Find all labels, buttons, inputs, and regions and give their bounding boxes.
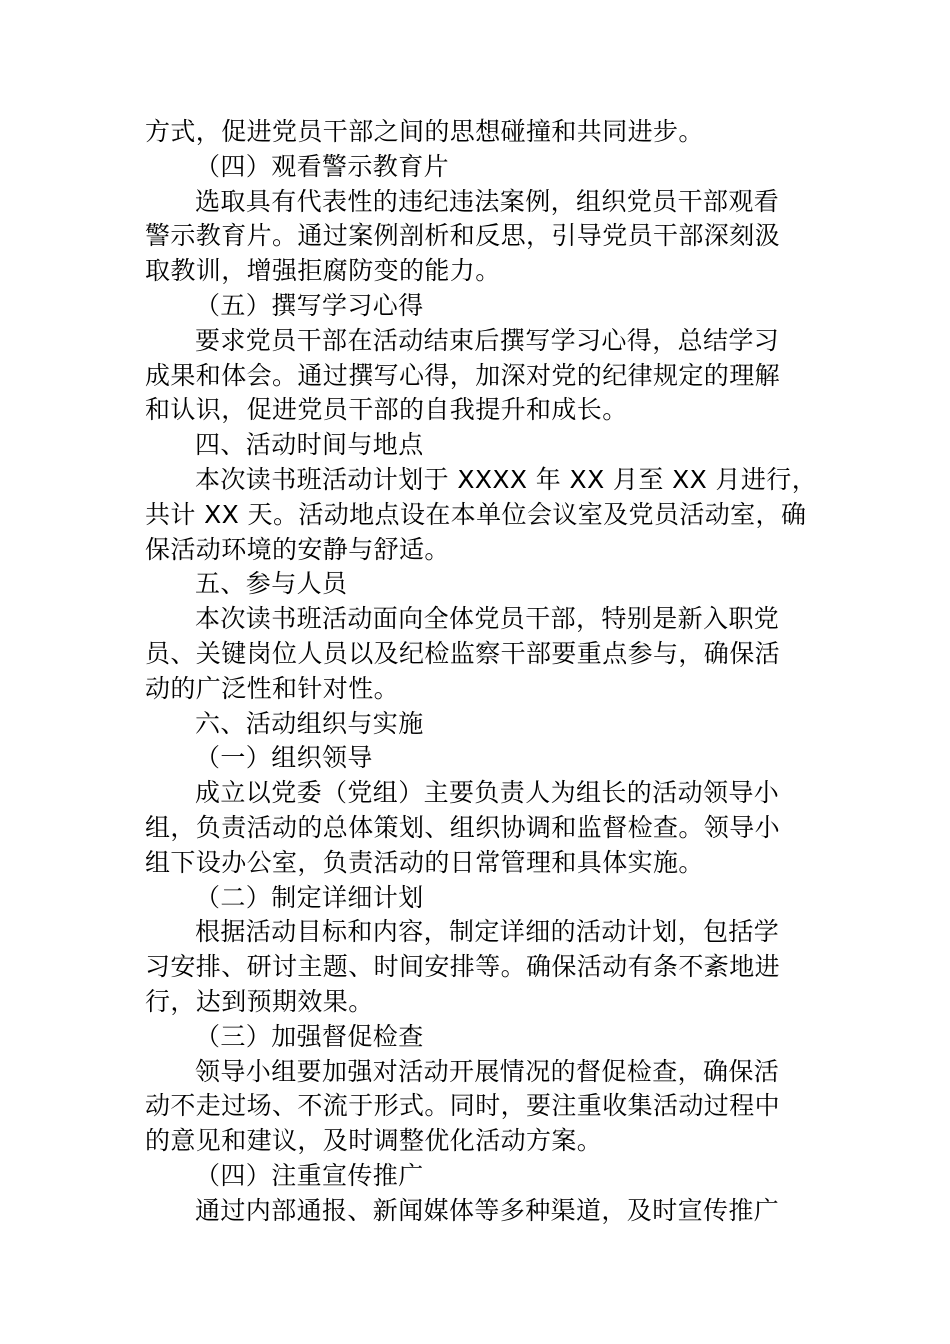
chapter-heading: 四、活动时间与地点 — [195, 430, 424, 460]
chapter-heading: 六、活动组织与实施 — [195, 708, 424, 738]
paragraph-line: 警示教育片。通过案例剖析和反思，引导党员干部深刻汲 — [145, 221, 781, 251]
paragraph-line: 成果和体会。通过撰写心得，加深对党的纪律规定的理解 — [145, 360, 781, 390]
paragraph-line: 根据活动目标和内容，制定详细的活动计划，包括学 — [195, 917, 780, 947]
section-heading: （三）加强督促检查 — [195, 1021, 424, 1051]
paragraph-line: 选取具有代表性的违纪违法案例，组织党员干部观看 — [195, 186, 780, 216]
section-heading: （四）观看警示教育片 — [195, 151, 450, 181]
paragraph-line: 成立以党委（党组）主要负责人为组长的活动领导小 — [195, 778, 780, 808]
section-heading: （二）制定详细计划 — [195, 882, 424, 912]
paragraph-line: 要求党员干部在活动结束后撰写学习心得，总结学习 — [195, 325, 780, 355]
chapter-heading: 五、参与人员 — [195, 569, 348, 599]
paragraph-line: 取教训，增强拒腐防变的能力。 — [145, 256, 501, 286]
paragraph-line: 行，达到预期效果。 — [145, 986, 374, 1016]
paragraph-line: 组下设办公室，负责活动的日常管理和具体实施。 — [145, 847, 704, 877]
paragraph-line: 动的广泛性和针对性。 — [145, 673, 400, 703]
paragraph-line: 通过内部通报、新闻媒体等多种渠道，及时宣传推广 — [195, 1195, 780, 1225]
paragraph-line: 领导小组要加强对活动开展情况的督促检查，确保活 — [195, 1056, 780, 1086]
paragraph-line: 保活动环境的安静与舒适。 — [145, 534, 450, 564]
paragraph-line: 动不走过场、不流于形式。同时，要注重收集活动过程中 — [145, 1091, 781, 1121]
paragraph-line: 本次读书班活动面向全体党员干部，特别是新入职党 — [195, 604, 780, 634]
section-heading: （一）组织领导 — [195, 743, 373, 773]
document-body — [145, 115, 835, 1229]
text-line: 方式，促进党员干部之间的思想碰撞和共同进步。 — [145, 117, 704, 146]
paragraph-line: 的意见和建议，及时调整优化活动方案。 — [145, 1126, 603, 1156]
paragraph-line: 共计 XX 天。活动地点设在本单位会议室及党员活动室，确 — [145, 499, 807, 529]
paragraph-line: 本次读书班活动计划于 XXXX 年 XX 月至 XX 月进行， — [195, 464, 818, 494]
section-heading: （五）撰写学习心得 — [195, 290, 424, 320]
paragraph-line: 组，负责活动的总体策划、组织协调和监督检查。领导小 — [145, 812, 781, 842]
paragraph-line: 员、关键岗位人员以及纪检监察干部要重点参与，确保活 — [145, 638, 781, 668]
paragraph-line: 和认识，促进党员干部的自我提升和成长。 — [145, 395, 628, 425]
paragraph-line: 习安排、研讨主题、时间安排等。确保活动有条不紊地进 — [145, 952, 781, 982]
section-heading: （四）注重宣传推广 — [195, 1160, 424, 1190]
